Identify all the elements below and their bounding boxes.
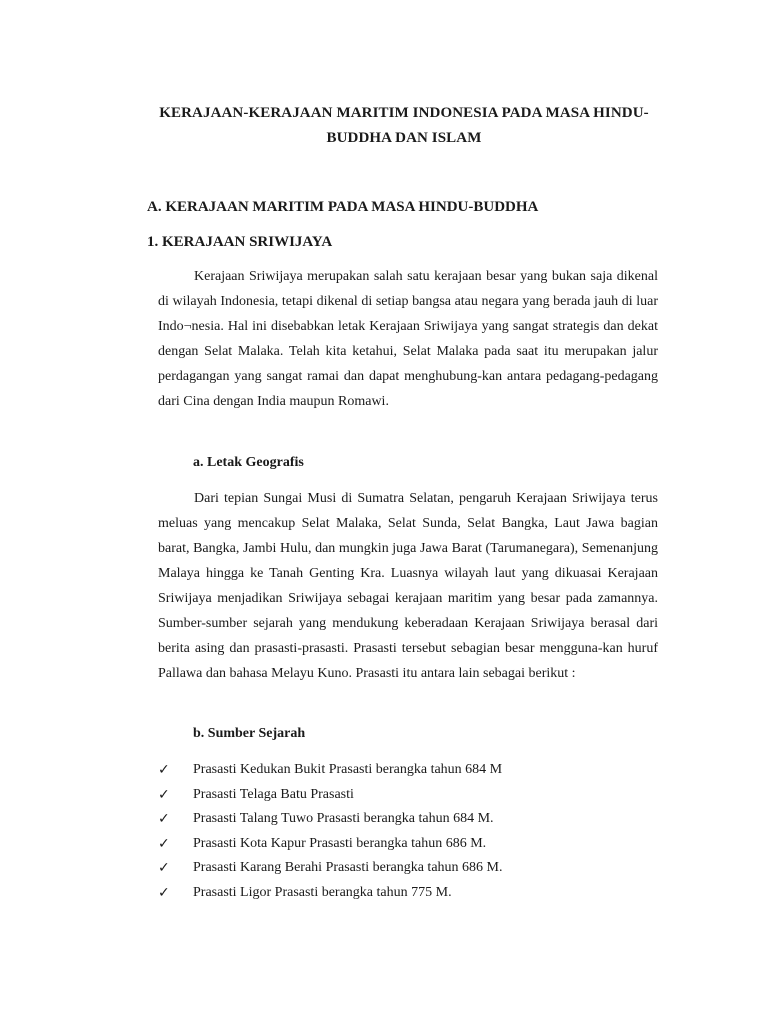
section-heading-a: A. KERAJAAN MARITIM PADA MASA HINDU-BUDDHA [147,199,539,215]
checkmark-icon: ✓ [158,811,170,827]
document-title: KERAJAAN-KERAJAAN MARITIM INDONESIA PADA MASA HINDU-BUDDHA DAN ISLAM [159,105,649,146]
paragraph-intro: Kerajaan Sriwijaya merupakan salah satu kerajaan besar yang bukan saja dikenal di wilayah Indonesia, tetapi dikenal di setiap bangsa atau negara yang berada jauh di luar Indo¬nesia. Hal ini disebabkan letak Kerajaan Sriwijaya yang sangat strategis dan dekat dengan Selat Malaka. Telah kita ketahui, Selat Malaka pada saat itu merupakan jalur perdagangan yang sangat ramai dan dapat menghubung-kan antara pedagang-pedagang dari Cina dengan India maupun Romawi. [158,269,658,409]
section-heading-sriwijaya: 1. KERAJAAN SRIWIJAYA [147,234,333,250]
list-item-text: Prasasti Talang Tuwo Prasasti berangka tahun 684 M. [193,811,494,826]
checkmark-icon: ✓ [158,884,170,901]
list-item-text: Prasasti Karang Berahi Prasasti berangka tahun 686 M. [193,860,503,875]
list-item-text: Prasasti Telaga Batu Prasasti [193,786,354,802]
checkmark-icon: ✓ [158,786,170,803]
checkmark-icon: ✓ [158,762,170,778]
subheading-letak-geografis: a. Letak Geografis [193,455,304,470]
list-item-text: Prasasti Kota Kapur Prasasti berangka tahun 686 M. [193,835,487,851]
checkmark-icon: ✓ [158,860,170,876]
checkmark-icon: ✓ [158,835,170,852]
list-item-text: Prasasti Kedukan Bukit Prasasti berangka tahun 684 M [193,762,503,777]
paragraph-geography: Dari tepian Sungai Musi di Sumatra Selatan, pengaruh Kerajaan Sriwijaya terus meluas yang mencakup Selat Malaka, Selat Sunda, Selat Bangka, Laut Jawa bagian barat, Bangka, Jambi Hulu, dan mungkin juga Jawa Barat (Tarumanegara), Semenanjung Malaya hingga ke Tanah Genting Kra. Luasnya wilayah laut yang dikuasai Kerajaan Sriwijaya menjadikan Sriwijaya sebagai kerajaan maritim yang besar pada zamannya. Sumber-sumber sejarah yang mendukung keberadaan Kerajaan Sriwijaya berasal dari berita asing dan prasasti-prasasti. Prasasti tersebut sebagian besar mengguna-kan huruf Pallawa dan bahasa Melayu Kuno. Prasasti itu antara lain sebagai berikut : [158,491,658,681]
subheading-sumber-sejarah: b. Sumber Sejarah [193,726,306,741]
list-item-text: Prasasti Ligor Prasasti berangka tahun 775 M. [193,884,452,900]
